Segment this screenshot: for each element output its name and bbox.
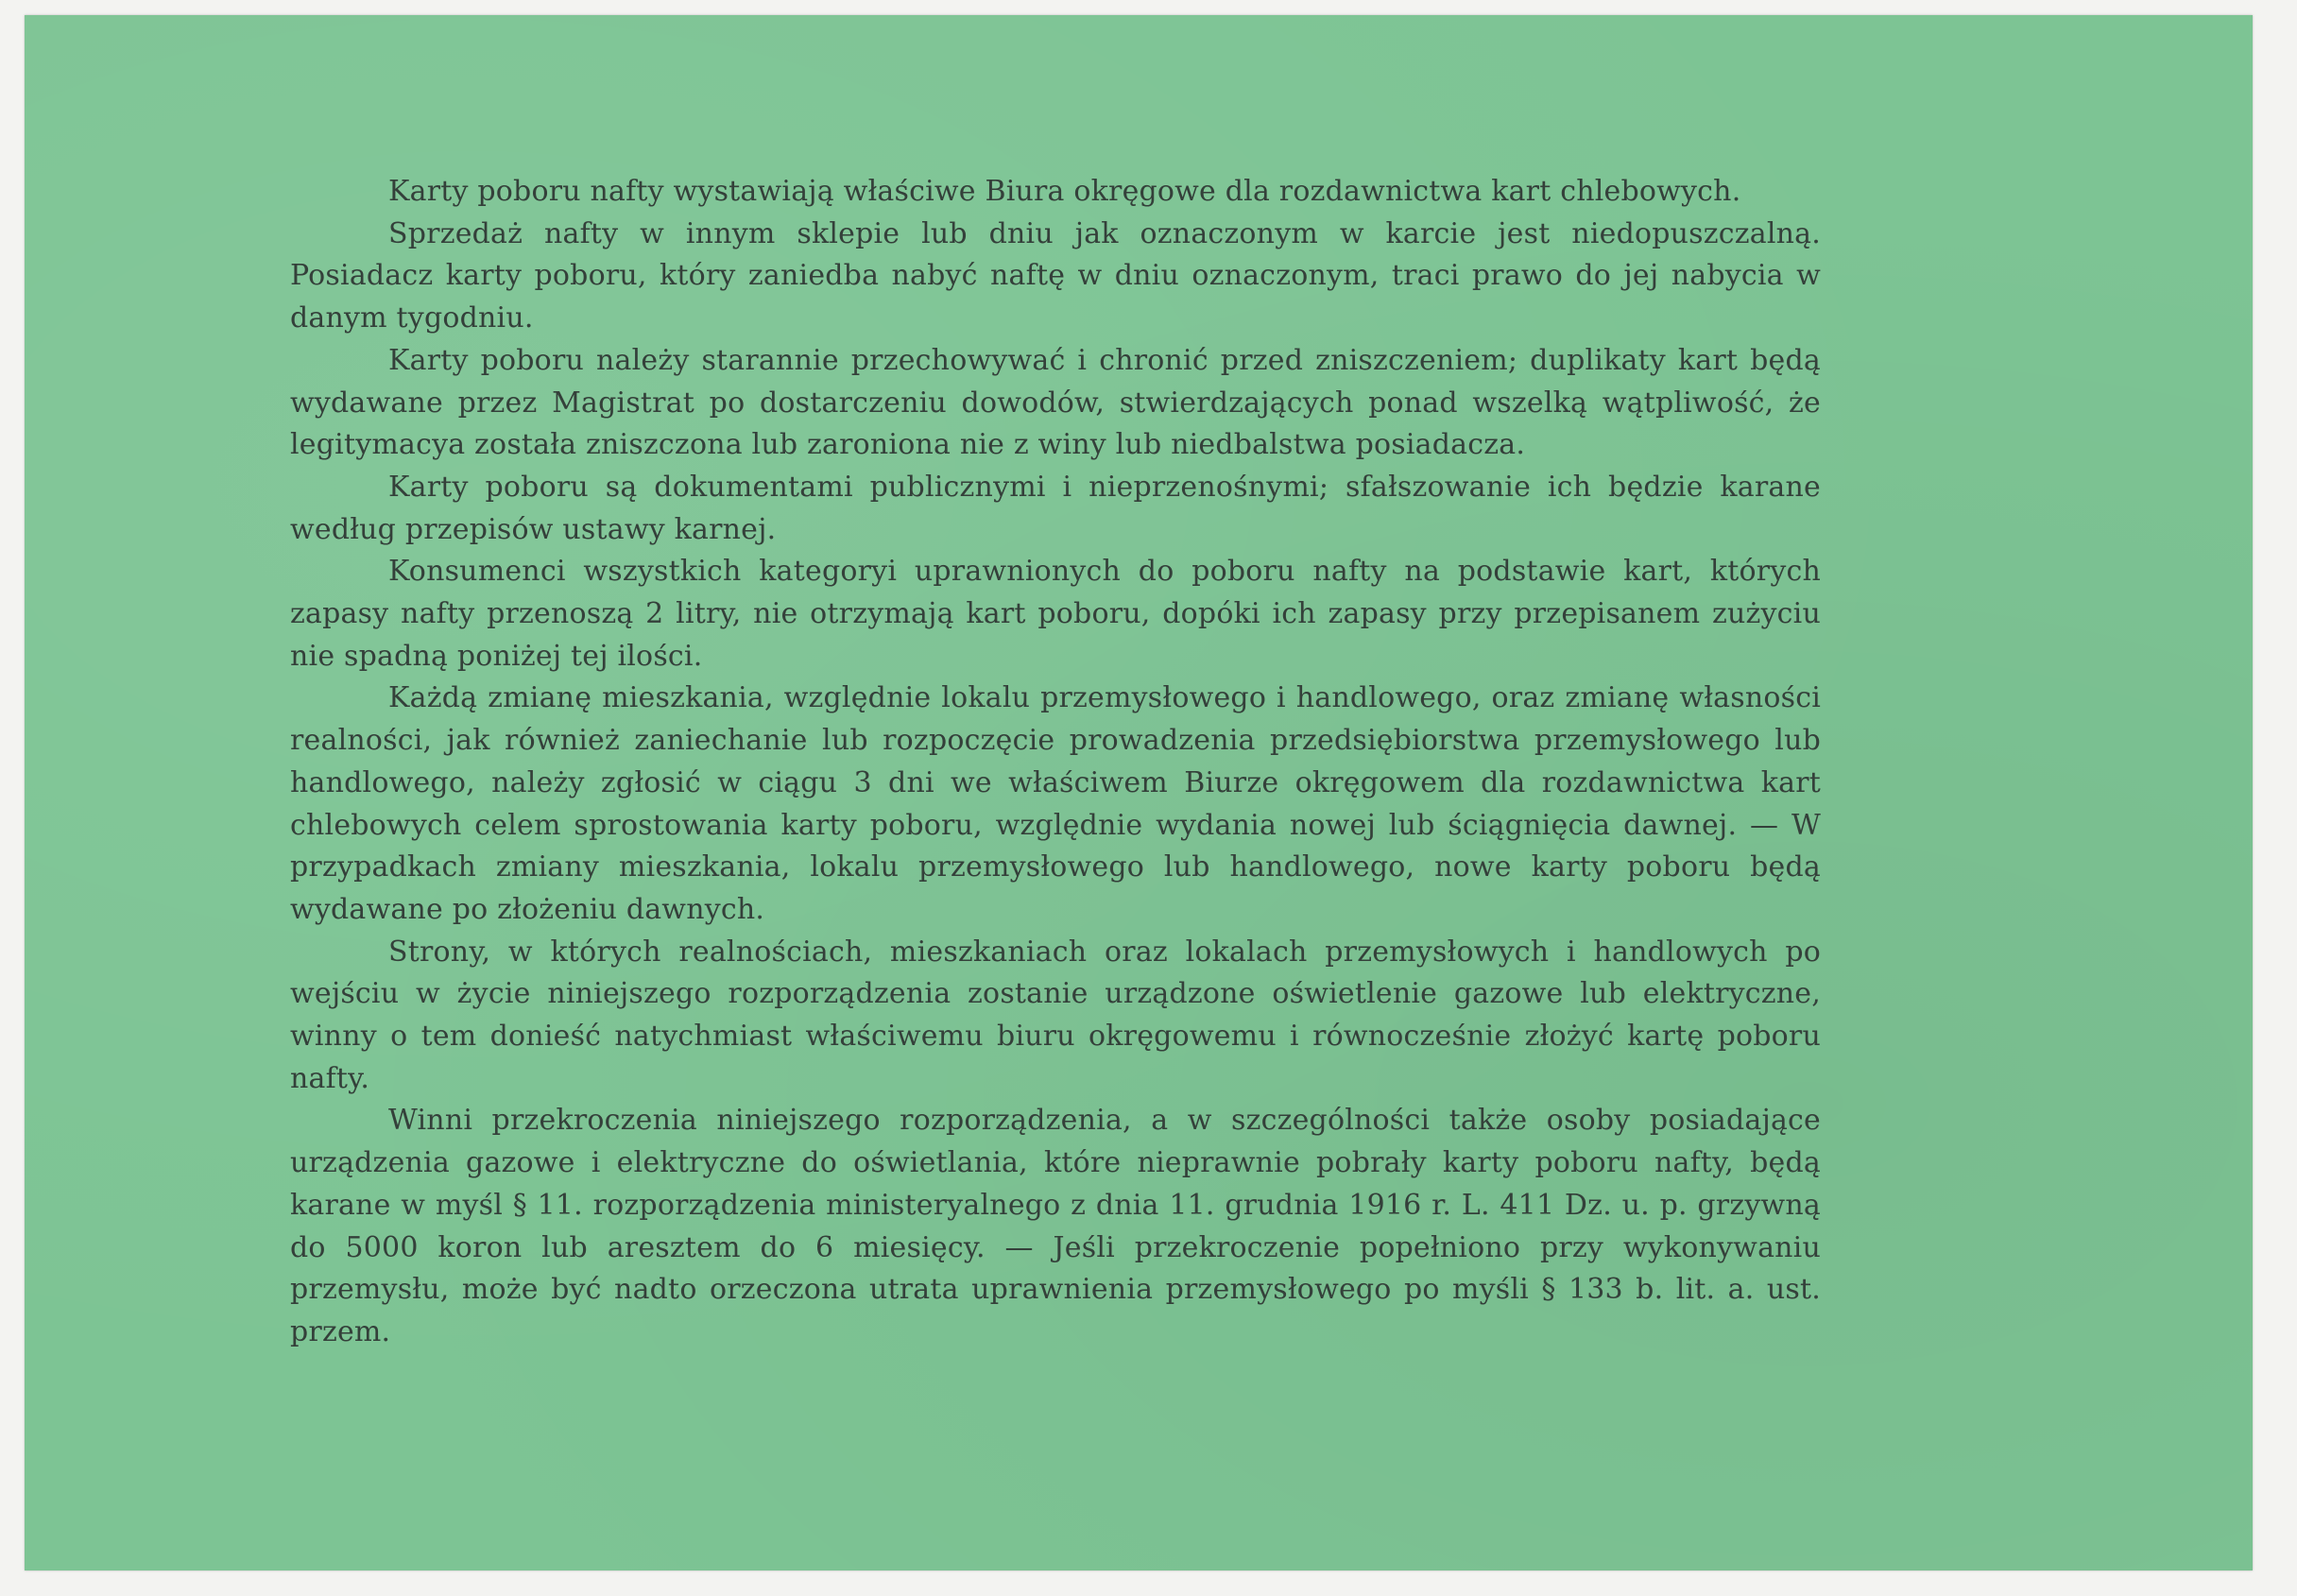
paragraph-issuing-cards: Karty poboru nafty wystawiają właściwe Biura okręgowe dla rozdawnictwa kart chlebowych.: [388, 175, 1741, 208]
paragraph-gas-electric-lighting: Strony, w których realnościach, mieszkaniach oraz lokalach przemysłowych i handlowych po wejściu w życie niniejszego rozporządzenia zostanie urządzone oświetlenie gazowe lub elektryczne, winny o tem donieść natychmiast właściwemu biuru okręgowemu i równocześnie złożyć kartę poboru nafty.: [290, 935, 1821, 1095]
paragraph-change-of-residence: Każdą zmianę mieszkania, względnie lokalu przemysłowego i handlowego, oraz zmianę własności realności, jak również zaniechanie lub rozpoczęcie prowadzenia przedsiębiorstwa przemysłowego lub handlowego, należy zgłosić w ciągu 3 dni we właściwem Biurze okręgowem dla rozdawnictwa kart chlebowych celem sprostowania karty poboru, względnie wydania nowej lub ściągnięcia dawnej. — W przypadkach zmiany mieszkania, lokalu przemysłowego lub handlowego, nowe karty poboru będą wydawane po złożeniu dawnych.: [290, 681, 1821, 926]
regulation-text-block: [290, 171, 1821, 1354]
green-paper-sheet: [25, 15, 2253, 1570]
paragraph-duplicates: Karty poboru należy starannie przechowywać i chronić przed zniszczeniem; duplikaty kart będą wydawane przez Magistrat po dostarczeniu dowodów, stwierdzających ponad wszelką wątpliwość, że legitymacya została zniszczona lub zaroniona nie z winy lub niedbalstwa posiadacza.: [290, 343, 1821, 462]
paragraph-public-documents: Karty poboru są dokumentami publicznymi i nieprzenośnymi; sfałszowanie ich będzie karane według przepisów ustawy karnej.: [290, 470, 1821, 546]
paragraph-sale-restrictions: Sprzedaż nafty w innym sklepie lub dniu jak oznaczonym w karcie jest niedopuszczalną. Posiadacz karty poboru, który zaniedba nabyć naftę w dniu oznaczonym, traci prawo do jej nabycia w danym tygodniu.: [290, 216, 1821, 335]
paragraph-penalties: Winni przekroczenia niniejszego rozporządzenia, a w szczególności także osoby posiadające urządzenia gazowe i elektryczne do oświetlania, które nieprawnie pobrały karty poboru nafty, będą karane w myśl § 11. rozporządzenia ministeryalnego z dnia 11. grudnia 1916 r. L. 411 Dz. u. p. grzywną do 5000 koron lub aresztem do 6 miesięcy. — Jeśli przekroczenie popełniono przy wykonywaniu przemysłu, może być nadto orzeczona utrata uprawnienia przemysłowego po myśli § 133 b. lit. a. ust. przem.: [290, 1104, 1821, 1348]
paragraph-consumer-stocks: Konsumenci wszystkich kategoryi uprawnionych do poboru nafty na podstawie kart, których zapasy nafty przenoszą 2 litry, nie otrzymają kart poboru, dopóki ich zapasy przy przepisanem zużyciu nie spadną poniżej tej ilości.: [290, 555, 1821, 673]
